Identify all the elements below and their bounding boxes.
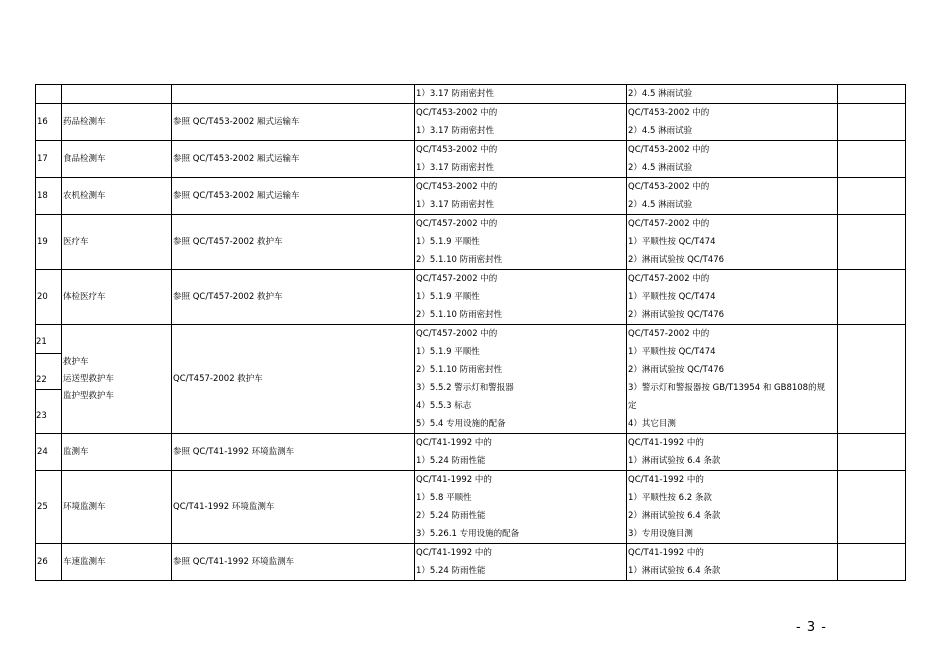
vehicle-name-part: 监护型救护车 — [63, 390, 115, 401]
reference-standard: 参照 QC/T41-1992 环境监测车 — [172, 434, 415, 471]
test-methods — [627, 544, 838, 581]
check-items — [415, 178, 627, 215]
table-row — [36, 434, 906, 471]
vehicle-name: 体检医疗车 — [62, 270, 172, 325]
item-number — [36, 325, 62, 434]
item-number — [36, 85, 62, 104]
clause-line: 1）3.17 防雨密封性 — [416, 89, 495, 99]
clause-line: 5）5.4 专用设施的配备 — [416, 419, 506, 429]
clause-line: 1）3.17 防雨密封性 — [416, 126, 495, 136]
item-number-part: 23 — [36, 411, 47, 421]
check-items — [415, 325, 627, 434]
clause-line: 4）其它目测 — [628, 419, 676, 429]
reference-standard: 参照 QC/T41-1992 环境监测车 — [172, 544, 415, 581]
clause-line: QC/T453-2002 中的 — [628, 108, 710, 118]
clause-line: 1）3.17 防雨密封性 — [416, 200, 495, 210]
clause-line: 2）4.5 淋雨试验 — [628, 126, 693, 136]
table-row — [36, 471, 906, 544]
spec-table-body — [36, 85, 906, 581]
item-number: 18 — [36, 178, 62, 215]
item-number: 19 — [36, 215, 62, 270]
clause-line: 3）5.5.2 警示灯和警报器 — [416, 383, 514, 393]
clause-line: 2）4.5 淋雨试验 — [628, 200, 693, 210]
test-methods — [627, 471, 838, 544]
remarks-cell — [838, 178, 906, 215]
vehicle-name: 食品检测车 — [62, 141, 172, 178]
reference-standard: QC/T457-2002 救护车 — [172, 325, 415, 434]
clause-line: QC/T453-2002 中的 — [416, 182, 498, 192]
remarks-cell — [838, 85, 906, 104]
table-row — [36, 104, 906, 141]
clause-line: QC/T41-1992 中的 — [416, 475, 492, 485]
table-row — [36, 215, 906, 270]
clause-line: 1）5.8 平顺性 — [416, 493, 472, 503]
clause-line: 2）5.1.10 防雨密封性 — [416, 255, 503, 265]
number-separator — [36, 389, 62, 390]
vehicle-name-part: 救护车 — [63, 356, 89, 367]
clause-line: QC/T457-2002 中的 — [628, 219, 710, 229]
reference-standard: 参照 QC/T453-2002 厢式运输车 — [172, 141, 415, 178]
clause-line: 2）淋雨试验按 QC/T476 — [628, 310, 725, 320]
clause-line: QC/T41-1992 中的 — [416, 548, 492, 558]
item-number-part: 22 — [36, 375, 47, 385]
item-number: 24 — [36, 434, 62, 471]
remarks-cell — [838, 325, 906, 434]
check-items — [415, 215, 627, 270]
vehicle-name-part: 运送型救护车 — [63, 373, 115, 384]
check-items — [415, 434, 627, 471]
table-row — [36, 270, 906, 325]
vehicle-name: 车速监测车 — [62, 544, 172, 581]
clause-line: 1）5.1.9 平顺性 — [416, 292, 480, 302]
clause-line: QC/T457-2002 中的 — [416, 219, 498, 229]
clause-line: QC/T453-2002 中的 — [416, 145, 498, 155]
clause-line: 1）5.1.9 平顺性 — [416, 237, 480, 247]
reference-standard: QC/T41-1992 环境监测车 — [172, 471, 415, 544]
check-items — [415, 141, 627, 178]
clause-line: 1）5.24 防雨性能 — [416, 456, 486, 466]
clause-line: 3）警示灯和警报器按 GB/T13954 和 GB8108的规 — [628, 383, 826, 393]
test-methods — [627, 85, 838, 104]
test-methods — [627, 215, 838, 270]
spec-table — [35, 84, 906, 581]
check-items — [415, 85, 627, 104]
clause-line: 定 — [628, 401, 637, 411]
check-items — [415, 270, 627, 325]
reference-standard: 参照 QC/T453-2002 厢式运输车 — [172, 104, 415, 141]
clause-line: 1）5.1.9 平顺性 — [416, 347, 480, 357]
clause-line: QC/T41-1992 中的 — [628, 475, 704, 485]
clause-line: 4）5.5.3 标志 — [416, 401, 472, 411]
clause-line: 2）4.5 淋雨试验 — [628, 89, 693, 99]
clause-line: QC/T41-1992 中的 — [628, 548, 704, 558]
clause-line: QC/T453-2002 中的 — [628, 182, 710, 192]
clause-line: 2）5.24 防雨性能 — [416, 511, 486, 521]
test-methods — [627, 141, 838, 178]
number-separator — [36, 353, 62, 354]
clause-line: 2）淋雨试验按 6.4 条款 — [628, 511, 721, 521]
vehicle-name: 农机检测车 — [62, 178, 172, 215]
reference-standard: 参照 QC/T457-2002 救护车 — [172, 215, 415, 270]
vehicle-name — [62, 325, 172, 434]
clause-line: QC/T453-2002 中的 — [416, 108, 498, 118]
reference-standard — [172, 85, 415, 104]
clause-line: 1）平顺性按 QC/T474 — [628, 292, 716, 302]
clause-line: 1）3.17 防雨密封性 — [416, 163, 495, 173]
item-number: 16 — [36, 104, 62, 141]
clause-line: 2）5.1.10 防雨密封性 — [416, 310, 503, 320]
vehicle-name: 医疗车 — [62, 215, 172, 270]
clause-line: QC/T457-2002 中的 — [416, 274, 498, 284]
clause-line: QC/T41-1992 中的 — [416, 438, 492, 448]
vehicle-name — [62, 85, 172, 104]
clause-line: QC/T457-2002 中的 — [628, 329, 710, 339]
clause-line: 2）淋雨试验按 QC/T476 — [628, 255, 725, 265]
remarks-cell — [838, 471, 906, 544]
table-row — [36, 141, 906, 178]
page-number: - 3 - — [796, 620, 827, 635]
clause-line: 1）淋雨试验按 6.4 条款 — [628, 456, 721, 466]
clause-line: QC/T453-2002 中的 — [628, 145, 710, 155]
test-methods — [627, 270, 838, 325]
remarks-cell — [838, 434, 906, 471]
test-methods — [627, 104, 838, 141]
vehicle-name: 环境监测车 — [62, 471, 172, 544]
check-items — [415, 104, 627, 141]
table-row — [36, 85, 906, 104]
reference-standard: 参照 QC/T457-2002 救护车 — [172, 270, 415, 325]
clause-line: 1）平顺性按 QC/T474 — [628, 347, 716, 357]
vehicle-name: 药品检测车 — [62, 104, 172, 141]
clause-line: 2）5.1.10 防雨密封性 — [416, 365, 503, 375]
item-number: 26 — [36, 544, 62, 581]
clause-line: QC/T457-2002 中的 — [628, 274, 710, 284]
check-items — [415, 544, 627, 581]
remarks-cell — [838, 215, 906, 270]
clause-line: QC/T457-2002 中的 — [416, 329, 498, 339]
test-methods — [627, 178, 838, 215]
table-row — [36, 178, 906, 215]
clause-line: 1）淋雨试验按 6.4 条款 — [628, 566, 721, 576]
test-methods — [627, 434, 838, 471]
clause-line: QC/T41-1992 中的 — [628, 438, 704, 448]
remarks-cell — [838, 544, 906, 581]
clause-line: 2）4.5 淋雨试验 — [628, 163, 693, 173]
remarks-cell — [838, 104, 906, 141]
clause-line: 1）5.24 防雨性能 — [416, 566, 486, 576]
clause-line: 3）专用设施目测 — [628, 529, 693, 539]
reference-standard: 参照 QC/T453-2002 厢式运输车 — [172, 178, 415, 215]
remarks-cell — [838, 141, 906, 178]
item-number: 25 — [36, 471, 62, 544]
vehicle-name: 监测车 — [62, 434, 172, 471]
item-number: 20 — [36, 270, 62, 325]
item-number: 17 — [36, 141, 62, 178]
clause-line: 2）淋雨试验按 QC/T476 — [628, 365, 725, 375]
item-number-part: 21 — [36, 337, 47, 347]
check-items — [415, 471, 627, 544]
test-methods — [627, 325, 838, 434]
clause-line: 1）平顺性按 QC/T474 — [628, 237, 716, 247]
clause-line: 3）5.26.1 专用设施的配备 — [416, 529, 520, 539]
table-row — [36, 544, 906, 581]
remarks-cell — [838, 270, 906, 325]
table-row — [36, 325, 906, 434]
clause-line: 1）平顺性按 6.2 条款 — [628, 493, 712, 503]
